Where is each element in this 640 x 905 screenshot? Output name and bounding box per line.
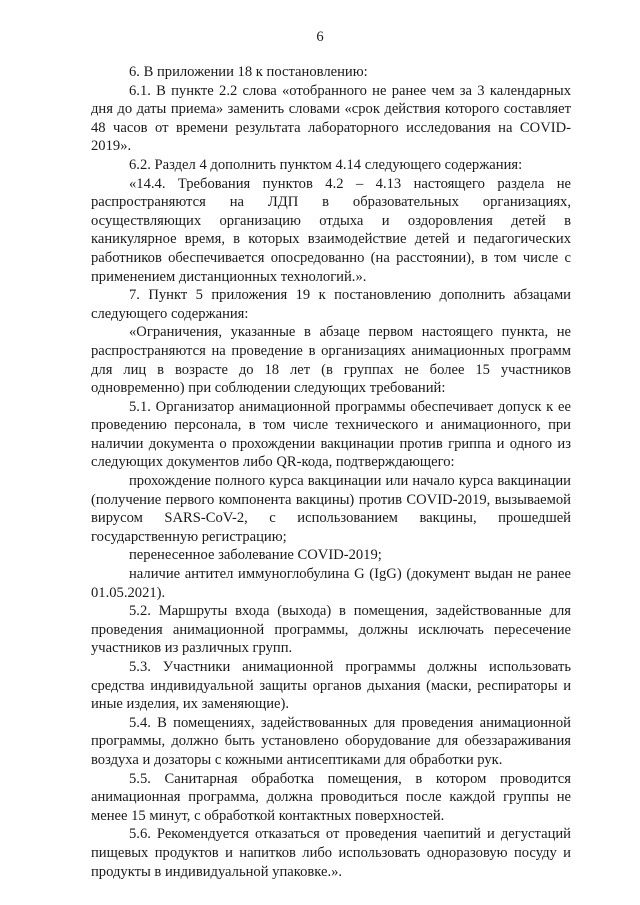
paragraph: перенесенное заболевание COVID-2019;: [129, 547, 382, 564]
paragraph: прохождение полного курса вакцинации или начало курса вакцинации (получение первого компонента вакцины) против COVID-2019, вызываемой вирусом SARS-CoV-2, с использованием вакцины, прошедшей государственную регистрацию;: [91, 473, 571, 545]
paragraph: 6.1. В пункте 2.2 слова «отобранного не ранее чем за 3 календарных дня до даты приема» заменить словами «срок действия которого составляет 48 часов от времени результата лабораторного исследования на COVID-2019».: [91, 82, 571, 155]
paragraph: наличие антител иммуноглобулина G (IgG) (документ выдан не ранее 01.05.2021).: [91, 566, 571, 601]
paragraph: 7. Пункт 5 приложения 19 к постановлению дополнить абзацами следующего содержания:: [91, 287, 571, 322]
paragraph: 6.2. Раздел 4 дополнить пунктом 4.14 следующего содержания:: [129, 156, 523, 173]
paragraph: 5.5. Санитарная обработка помещения, в котором проводится анимационная программа, должна проводиться после каждой группы не менее 15 минут, с обработкой контактных поверхностей.: [91, 770, 571, 824]
paragraph: 6. В приложении 18 к постановлению:: [129, 64, 368, 80]
paragraph: 5.1. Организатор анимационной программы обеспечивает допуск к ее проведению персонала, в том числе технического и анимационного, при наличии документа о прохождении вакцинации против гриппа и одного из следующих документов либо QR-кода, подтверждающего:: [91, 398, 571, 471]
paragraph: 5.2. Маршруты входа (выхода) в помещения, задействованные для проведения анимационной программы, должны исключать пересечение участников из различных групп.: [91, 603, 571, 657]
paragraph: 5.6. Рекомендуется отказаться от проведения чаепитий и дегустаций пищевых продуктов и напитков либо использовать одноразовую посуду и продукты в индивидуальной упаковке.».: [91, 826, 571, 880]
paragraph: 5.3. Участники анимационной программы должны использовать средства индивидуальной защиты органов дыхания (маски, респираторы и иные изделия, их заменяющие).: [91, 659, 571, 713]
paragraph: «14.4. Требования пунктов 4.2 – 4.13 настоящего раздела не распространяются на ЛДП в образовательных организациях, осуществляющих организацию отдыха и оздоровления детей в каникулярное время, в которых взаимодействие детей и педагогических работников обеспечивается опосредованно (на расстоянии), в том числе с применением дистанционных технологий.».: [91, 175, 571, 285]
page-number: 6: [316, 29, 324, 45]
paragraph: «Ограничения, указанные в абзаце первом настоящего пункта, не распространяются на проведение в организациях анимационных программ для лиц в возрасте до 18 лет (в группах не более 15 участников одновременно) при соблюдении следующих требований:: [91, 324, 571, 397]
document-body: [91, 63, 571, 881]
paragraph: 5.4. В помещениях, задействованных для проведения анимационной программы, должно быть установлено оборудование для обеззараживания воздуха и дозаторы с кожными антисептиками для обработки рук.: [91, 714, 571, 768]
